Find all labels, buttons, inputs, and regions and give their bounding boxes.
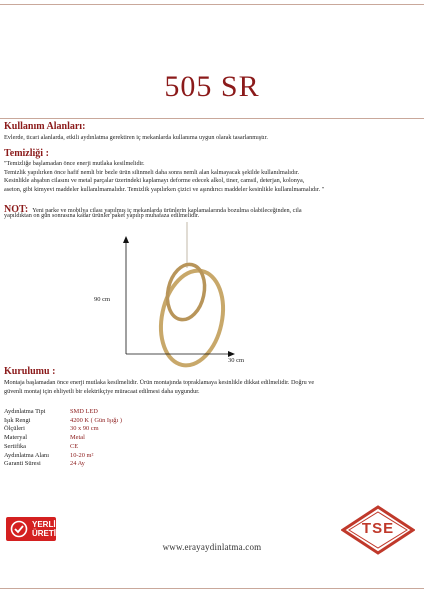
cleaning-line: Temizlik yapılırken önce hafif nemli bir bezle ürün silinmeli daha sonra nemli alan kalmayacak şekilde kullanılmalıdır. (4, 168, 300, 176)
spec-row (4, 408, 122, 417)
installation-line: güvenli montaj için ehliyetli bir elektrikçiye müracaat edilmesi daha uygundur. (4, 387, 200, 395)
bottom-rule (0, 588, 424, 589)
note-line: Yeni parke ve mobilya cilası yapılmış iç mekanlarda ürünlerin kaplamalarında bozulma olabileceğinden, cila (32, 207, 302, 214)
spec-label: Aydınlatma Tipi (4, 408, 46, 415)
height-arrow-head (123, 236, 129, 243)
note-heading: NOT: (4, 204, 29, 215)
usage-text: Evlerde, ticari alanlarda, etkili aydınlatma gerektiren iç mekanlarda kullanıma uygun olarak tasarlanmıştır. (4, 134, 268, 141)
spec-table (4, 408, 122, 469)
spec-value: CE (70, 442, 79, 450)
spec-label: Sertifika (4, 442, 27, 450)
spec-row (4, 425, 122, 434)
spec-row (4, 452, 122, 461)
top-rule (0, 4, 424, 5)
installation-text (4, 379, 422, 396)
spec-label: Garanti Süresi (4, 460, 41, 468)
yerli-uretim-badge (6, 517, 63, 541)
spec-value: 24 Ay (70, 460, 85, 468)
spec-row (4, 417, 122, 426)
tse-logo-text: TSE (361, 520, 395, 537)
height-label: 90 cm (94, 296, 111, 303)
badge-line-2: ÜRETİM (32, 529, 63, 538)
checkmark-icon (10, 520, 28, 538)
spec-row (4, 460, 122, 469)
spec-label: Aydınlatma Alanı (4, 451, 50, 459)
cleaning-heading: Temizliği : (4, 148, 49, 159)
spec-value: SMD LED (70, 408, 98, 415)
spec-value: 30 x 90 cm (70, 425, 99, 433)
dimension-arrows (118, 236, 238, 362)
cleaning-line: Kesinlikle ahşabın cilasını ve metal parçalar üzerindeki kaplamayı deforme edecek alkol, tiner, camsil, deterjan, kolonya, (4, 177, 305, 185)
usage-heading: Kullanım Alanları: (4, 121, 86, 132)
cleaning-line: "Temizliğe başlamadan önce enerji mutlaka kesilmelidir. (4, 160, 145, 167)
spec-label: Ölçüleri (4, 425, 25, 433)
product-title: 505 SR (164, 70, 260, 103)
width-label: 30 cm (228, 357, 245, 364)
spec-label: Materyal (4, 434, 28, 442)
cleaning-line: aseton, gibi kimyevi maddeler kullanılmamalıdır. Temizlik yapılırken çizici ve aşındırıcı maddeler kesinlikle kullanılmamalıdır. " (4, 185, 325, 193)
title-divider (0, 118, 424, 119)
installation-heading: Kurulumu : (4, 366, 56, 377)
spec-row (4, 434, 122, 443)
spec-value: 4200 K ( Gün Işığı ) (70, 416, 123, 424)
spec-row (4, 443, 122, 452)
spec-label: Işık Rengi (4, 416, 31, 424)
spec-value: 10-20 m² (70, 451, 94, 459)
badge-line-1: YERLİ (32, 520, 56, 529)
installation-line: Montaja başlamadan önce enerji mutlaka kesilmelidir. Ürün montajında topraklamaya kesinlikle dikkat edilmelidir. Doğru ve (4, 379, 315, 386)
cleaning-text (4, 160, 422, 194)
spec-value: Metal (70, 434, 85, 442)
note-line-2: yapıldıktan on gün sonrasına kadar ürünler paket yapılıp muhafaza edilmelidir. (4, 212, 200, 219)
website-url: www.erayaydinlatma.com (162, 542, 262, 552)
